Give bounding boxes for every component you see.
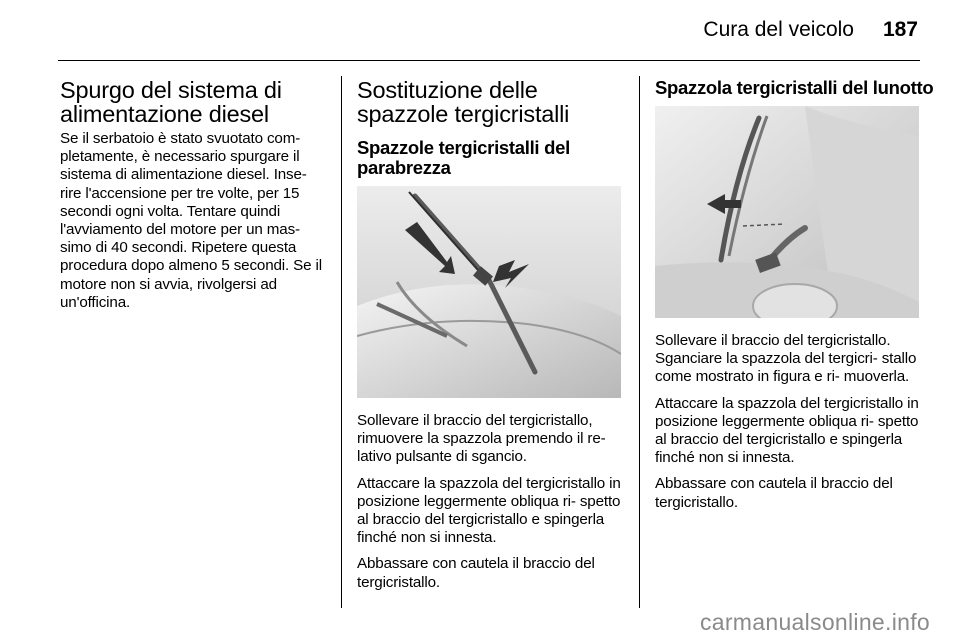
windscreen-paragraph-1: Sollevare il braccio del tergicristallo, rimuovere la spazzola premendo il re- lativo pulsante di sgancio. [357, 412, 606, 466]
rear-paragraph-1: Sollevare il braccio del tergicristallo. Sganciare la spazzola del tergicri- stallo come mostrato in figura e ri- muoverla. [655, 332, 917, 386]
windscreen-paragraph-3: Abbassare con cautela il braccio del tergicristallo. [357, 555, 595, 591]
subheading-rear-wiper: Spazzola tergicristalli del lunotto [655, 77, 934, 98]
column-divider-1 [341, 76, 342, 608]
rear-paragraph-3: Abbassare con cautela il braccio del tergicristallo. [655, 475, 893, 511]
windscreen-wiper-illustration-icon [357, 186, 621, 398]
windscreen-wiper-figure [357, 186, 621, 398]
column-diesel-bleeding [60, 78, 326, 320]
chapter-title: Cura del veicolo [703, 18, 854, 41]
rear-paragraph-2: Attaccare la spazzola del tergicristallo in posizione leggermente obliqua ri- spetto al braccio del tergicristallo e spingerla finché non si innesta. [655, 394, 919, 467]
page-header [0, 0, 960, 60]
rear-wiper-figure [655, 106, 919, 318]
windscreen-paragraph-2: Attaccare la spazzola del tergicristallo in posizione leggermente obliqua ri- spetto al braccio del tergicristallo e spingerla finché non si innesta. [357, 474, 621, 547]
rear-wiper-illustration-icon [655, 106, 919, 318]
column-rear-wiper [655, 77, 934, 520]
column-wiper-replacement [357, 78, 623, 600]
page-number: 187 [882, 18, 918, 41]
diesel-paragraph: Se il serbatoio è stato svuotato com- pletamente, è necessario spurgare il sistema di alimentazione diesel. Inse- rire l'accensione per tre volte, per 15 secondi ogni volta. Tentare quindi l'avviamento del motore per un mas- simo di 40 secondi. Ripetere questa procedura dopo almeno 5 secondi. Se il motore non si avvia, rivolgersi ad un'officina. [60, 130, 322, 311]
section-heading-diesel: Spurgo del sistema di alimentazione diesel [60, 77, 282, 127]
section-heading-wipers: Sostituzione delle spazzole tergicristalli [357, 77, 570, 127]
watermark: carmanualsonline.info [699, 609, 930, 635]
column-divider-2 [639, 76, 640, 608]
header-divider [58, 60, 920, 61]
subheading-windscreen-wipers: Spazzole tergicristalli del parabrezza [357, 137, 570, 178]
